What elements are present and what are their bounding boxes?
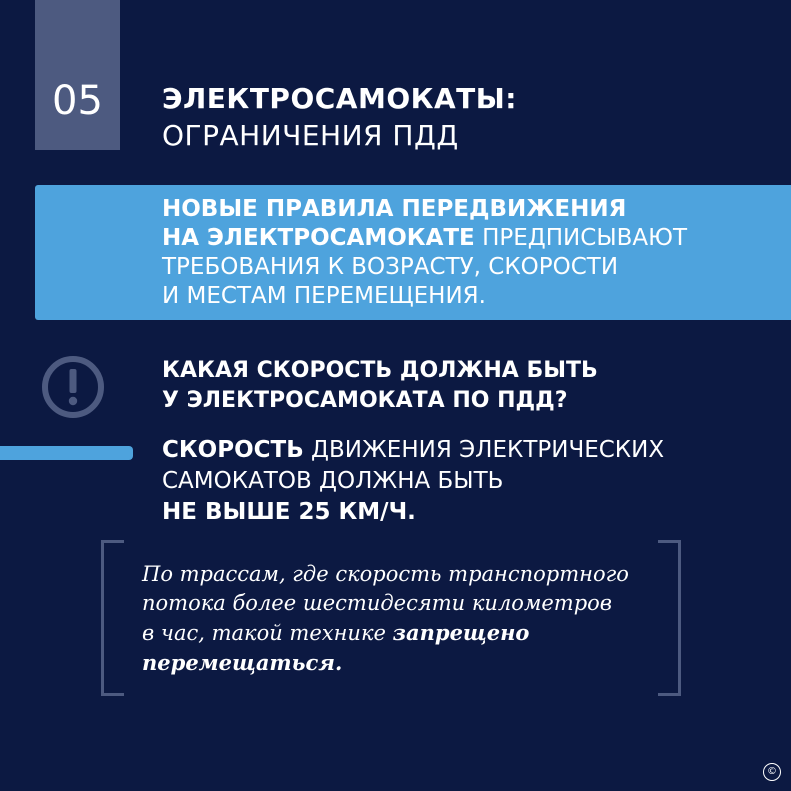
answer-text-1: ДВИЖЕНИЯ ЭЛЕКТРИЧЕСКИХ [303,437,665,463]
accent-divider [0,446,133,460]
quote-line-3: в час, такой технике [142,621,393,645]
quote-text [142,560,652,677]
banner-bold-2: НА ЭЛЕКТРОСАМОКАТЕ [162,225,475,251]
page-title [162,80,742,154]
title-line-2: ОГРАНИЧЕНИЯ ПДД [162,119,459,152]
quote-bracket-right [658,540,681,696]
quote-line-1: По трассам, где скорость транспортного [142,562,629,586]
exclamation-circle-icon [41,355,105,419]
quote-bracket-left [101,540,124,696]
copyright-icon: © [763,763,781,781]
answer-text [162,435,762,528]
banner-rest-1: ПРЕДПИСЫВАЮТ [474,225,688,251]
quote-bold-1: запрещено [392,620,530,645]
banner-rest-2: ТРЕБОВАНИЯ К ВОЗРАСТУ, СКОРОСТИ [162,254,619,280]
banner-bold-1: НОВЫЕ ПРАВИЛА ПЕРЕДВИЖЕНИЯ [162,196,627,222]
answer-text-2: САМОКАТОВ ДОЛЖНА БЫТЬ [162,468,504,494]
section-number-box [35,0,120,150]
info-banner [35,185,791,320]
question-line-1: КАКАЯ СКОРОСТЬ ДОЛЖНА БЫТЬ [162,358,598,383]
answer-bold-end: НЕ ВЫШЕ 25 КМ/Ч. [162,499,416,525]
question-line-2: У ЭЛЕКТРОСАМОКАТА ПО ПДД? [162,388,568,413]
title-line-1: ЭЛЕКТРОСАМОКАТЫ: [162,82,517,115]
banner-rest-3: И МЕСТАМ ПЕРЕМЕЩЕНИЯ. [162,283,486,309]
answer-bold-start: СКОРОСТЬ [162,437,304,463]
section-number: 05 [52,78,103,124]
quote-bold-2: перемещаться. [142,650,343,675]
question-heading [162,356,762,416]
quote-line-2: потока более шестидесяти километров [142,591,612,615]
banner-text [162,195,782,311]
